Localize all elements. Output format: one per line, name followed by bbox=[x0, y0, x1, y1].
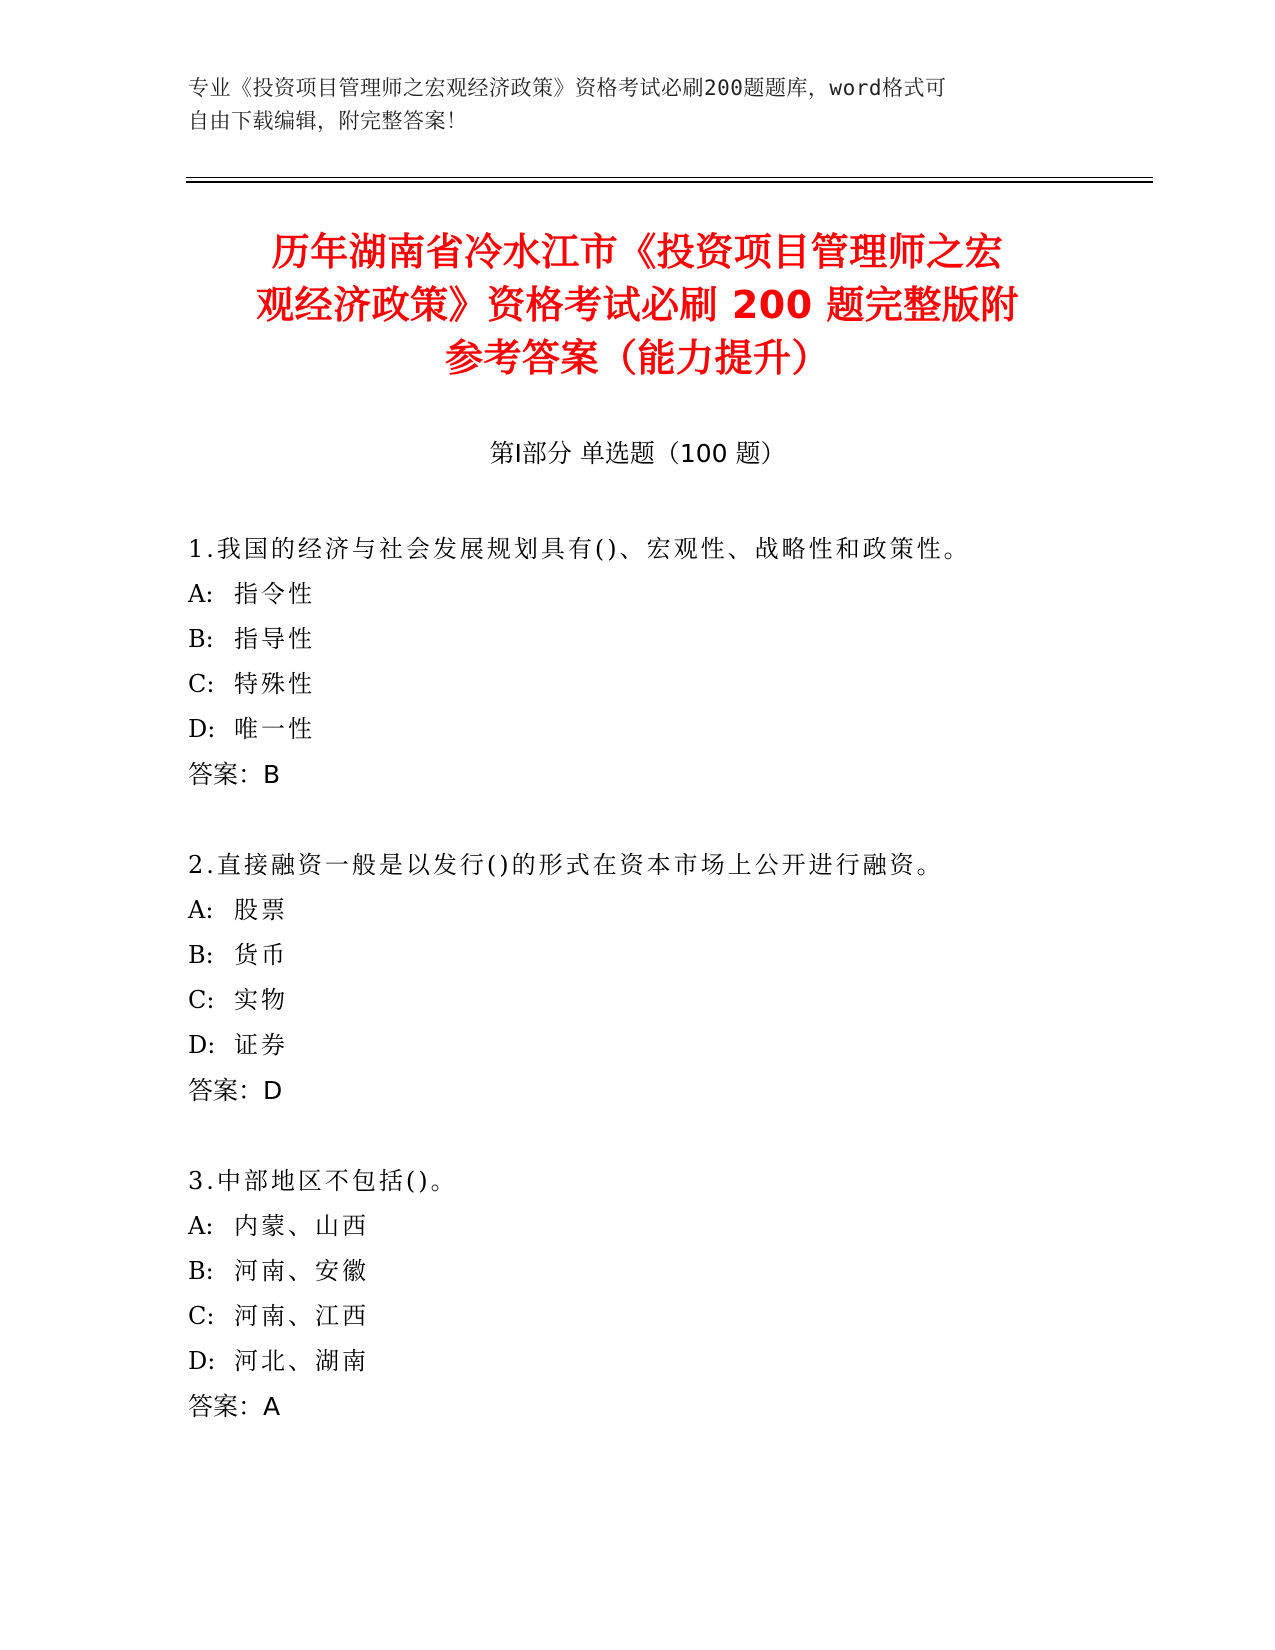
option-text: 股票 bbox=[234, 896, 288, 924]
option-text: 河南、安徽 bbox=[234, 1257, 369, 1285]
header-divider-thin bbox=[186, 177, 1153, 178]
title-line: 历年湖南省冷水江市《投资项目管理师之宏 bbox=[271, 230, 1004, 274]
answer: 答案：A bbox=[188, 1392, 281, 1421]
answer: 答案：B bbox=[188, 760, 281, 789]
option-c bbox=[188, 662, 1188, 707]
header-note-line: 专业《投资项目管理师之宏观经济政策》资格考试必刷200题题库，word格式可 bbox=[188, 76, 947, 100]
title-line: 观经济政策》资格考试必刷 200 题完整版附 bbox=[256, 283, 1019, 327]
option-text: 河南、江西 bbox=[234, 1302, 369, 1330]
option-b bbox=[188, 933, 1188, 978]
option-letter: B: bbox=[188, 1257, 214, 1285]
option-letter: D: bbox=[188, 715, 216, 743]
option-letter: C: bbox=[188, 670, 215, 698]
option-a bbox=[188, 572, 1188, 617]
option-a bbox=[188, 888, 1188, 933]
option-text: 指令性 bbox=[234, 580, 315, 608]
option-letter: A: bbox=[188, 580, 214, 608]
option-c bbox=[188, 978, 1188, 1023]
option-d bbox=[188, 707, 1188, 752]
option-letter: B: bbox=[188, 625, 214, 653]
question-1 bbox=[188, 527, 1188, 797]
option-text: 货币 bbox=[234, 941, 288, 969]
header-divider-thick bbox=[186, 181, 1153, 183]
option-letter: B: bbox=[188, 941, 214, 969]
section-title: 第Ⅰ部分 单选题（100 题） bbox=[489, 439, 786, 468]
option-d bbox=[188, 1339, 1188, 1384]
option-text: 河北、湖南 bbox=[234, 1347, 369, 1375]
question-stem: 1.我国的经济与社会发展规划具有()、宏观性、战略性和政策性。 bbox=[188, 535, 971, 563]
option-a bbox=[188, 1204, 1188, 1249]
option-text: 唯一性 bbox=[234, 715, 315, 743]
question-stem: 2.直接融资一般是以发行()的形式在资本市场上公开进行融资。 bbox=[188, 851, 944, 879]
option-letter: C: bbox=[188, 1302, 215, 1330]
header-note-line: 自由下载编辑，附完整答案！ bbox=[188, 109, 468, 133]
question-2 bbox=[188, 843, 1188, 1113]
question-3 bbox=[188, 1159, 1188, 1429]
header-note bbox=[188, 72, 1068, 138]
option-b bbox=[188, 1249, 1188, 1294]
option-c bbox=[188, 1294, 1188, 1339]
option-d bbox=[188, 1023, 1188, 1068]
option-letter: C: bbox=[188, 986, 215, 1014]
document-title bbox=[150, 226, 1125, 385]
option-text: 特殊性 bbox=[234, 670, 315, 698]
title-line: 参考答案（能力提升） bbox=[444, 336, 830, 380]
option-letter: D: bbox=[188, 1031, 216, 1059]
question-stem: 3.中部地区不包括()。 bbox=[188, 1167, 458, 1195]
option-text: 实物 bbox=[234, 986, 288, 1014]
answer: 答案：D bbox=[188, 1076, 283, 1105]
option-text: 证券 bbox=[234, 1031, 288, 1059]
option-b bbox=[188, 617, 1188, 662]
option-text: 指导性 bbox=[234, 625, 315, 653]
option-letter: D: bbox=[188, 1347, 216, 1375]
option-text: 内蒙、山西 bbox=[234, 1212, 369, 1240]
option-letter: A: bbox=[188, 1212, 214, 1240]
option-letter: A: bbox=[188, 896, 214, 924]
